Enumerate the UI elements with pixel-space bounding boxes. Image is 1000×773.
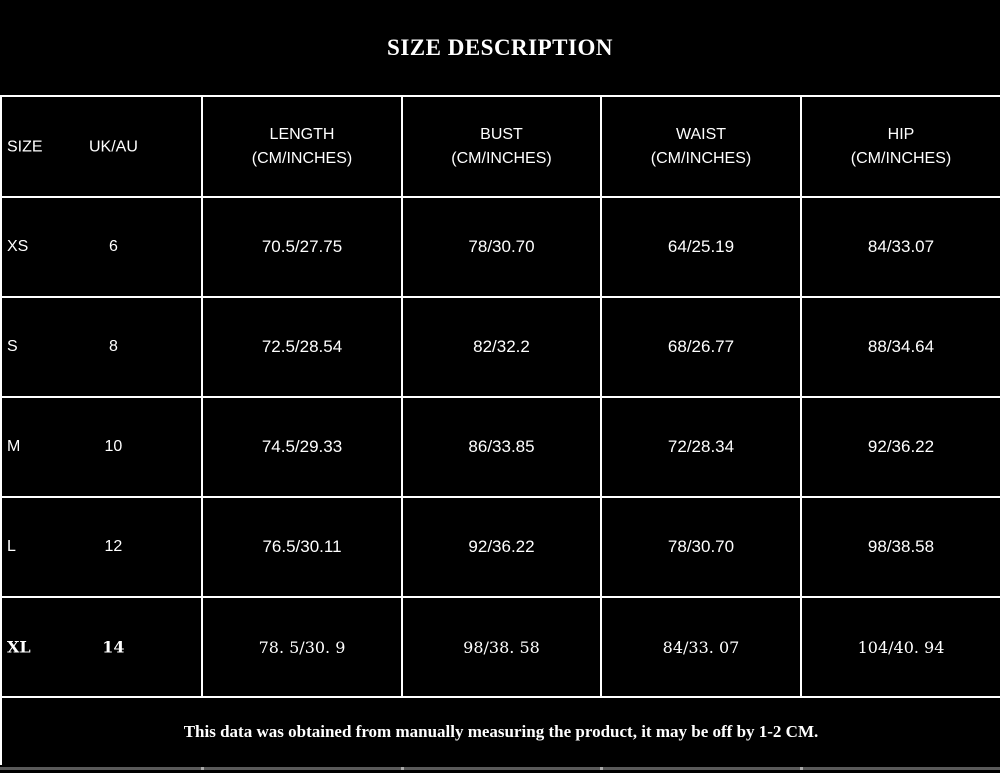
page-title: SIZE DESCRIPTION xyxy=(387,34,613,60)
row-l-bust-cell: 92/36.22 xyxy=(403,498,600,596)
row-xs-length-cell: 70.5/27.75 xyxy=(203,198,401,296)
column-divider-tick xyxy=(800,767,803,770)
row-l-hip-cell: 98/38.58 xyxy=(802,498,1000,596)
row-m-size-cell xyxy=(2,398,201,496)
row-s-bust-cell: 82/32.2 xyxy=(403,298,600,396)
header-bust-line2: (CM/INCHES) xyxy=(451,149,552,167)
row-s-hip-cell: 88/34.64 xyxy=(802,298,1000,396)
row-l-length-cell: 76.5/30.11 xyxy=(203,498,401,596)
title-band xyxy=(0,0,1000,95)
column-divider-tick xyxy=(600,767,603,770)
size-value: S xyxy=(7,338,18,355)
row-xl-waist-cell: 84/33. 07 xyxy=(602,598,800,696)
header-waist xyxy=(602,97,800,196)
header-length-line1: LENGTH xyxy=(269,126,335,144)
ukau-value: 14 xyxy=(102,637,125,657)
header-length-line2: (CM/INCHES) xyxy=(251,149,353,167)
row-xs-size-cell xyxy=(2,198,201,296)
row-l-size-cell xyxy=(2,498,201,596)
header-hip-line1: HIP xyxy=(887,126,915,144)
header-hip-line2: (CM/INCHES) xyxy=(850,149,952,167)
row-l-waist-cell: 78/30.70 xyxy=(602,498,800,596)
header-bust xyxy=(403,97,600,196)
header-waist-line1: WAIST xyxy=(675,126,727,144)
row-s-waist-cell: 68/26.77 xyxy=(602,298,800,396)
header-waist-line2: (CM/INCHES) xyxy=(650,149,752,167)
footer-note-text: This data was obtained from manually measuring the product, it may be off by 1-2 CM. xyxy=(183,721,819,741)
ukau-value: 8 xyxy=(108,338,118,355)
size-value: M xyxy=(7,438,21,455)
row-xs-hip-cell: 84/33.07 xyxy=(802,198,1000,296)
header-size-ukau xyxy=(2,97,201,196)
size-value: L xyxy=(7,538,16,555)
column-divider-tick xyxy=(401,767,404,770)
ukau-value: 10 xyxy=(104,438,123,455)
size-table xyxy=(0,95,1000,765)
size-value: XL xyxy=(7,637,31,657)
bottom-cutoff-rule xyxy=(0,767,1000,770)
row-xl-bust-cell: 98/38. 58 xyxy=(403,598,600,696)
row-xl-hip-cell: 104/40. 94 xyxy=(802,598,1000,696)
row-xs-waist-cell: 64/25.19 xyxy=(602,198,800,296)
header-hip xyxy=(802,97,1000,196)
row-s-size-cell xyxy=(2,298,201,396)
row-m-length-cell: 74.5/29.33 xyxy=(203,398,401,496)
row-xl-size-cell xyxy=(2,598,201,696)
row-m-hip-cell: 92/36.22 xyxy=(802,398,1000,496)
size-value: XS xyxy=(7,238,29,255)
row-m-waist-cell: 72/28.34 xyxy=(602,398,800,496)
row-m-bust-cell: 86/33.85 xyxy=(403,398,600,496)
header-ukau-label: UK/AU xyxy=(88,137,138,155)
ukau-value: 12 xyxy=(104,538,123,555)
header-length xyxy=(203,97,401,196)
row-xs-bust-cell: 78/30.70 xyxy=(403,198,600,296)
row-xl-length-cell: 78. 5/30. 9 xyxy=(203,598,401,696)
row-s-length-cell: 72.5/28.54 xyxy=(203,298,401,396)
footer-note-cell xyxy=(2,698,1000,765)
header-bust-line1: BUST xyxy=(480,126,523,144)
column-divider-tick xyxy=(201,767,204,770)
header-size-label: SIZE xyxy=(7,137,43,155)
ukau-value: 6 xyxy=(108,238,118,255)
